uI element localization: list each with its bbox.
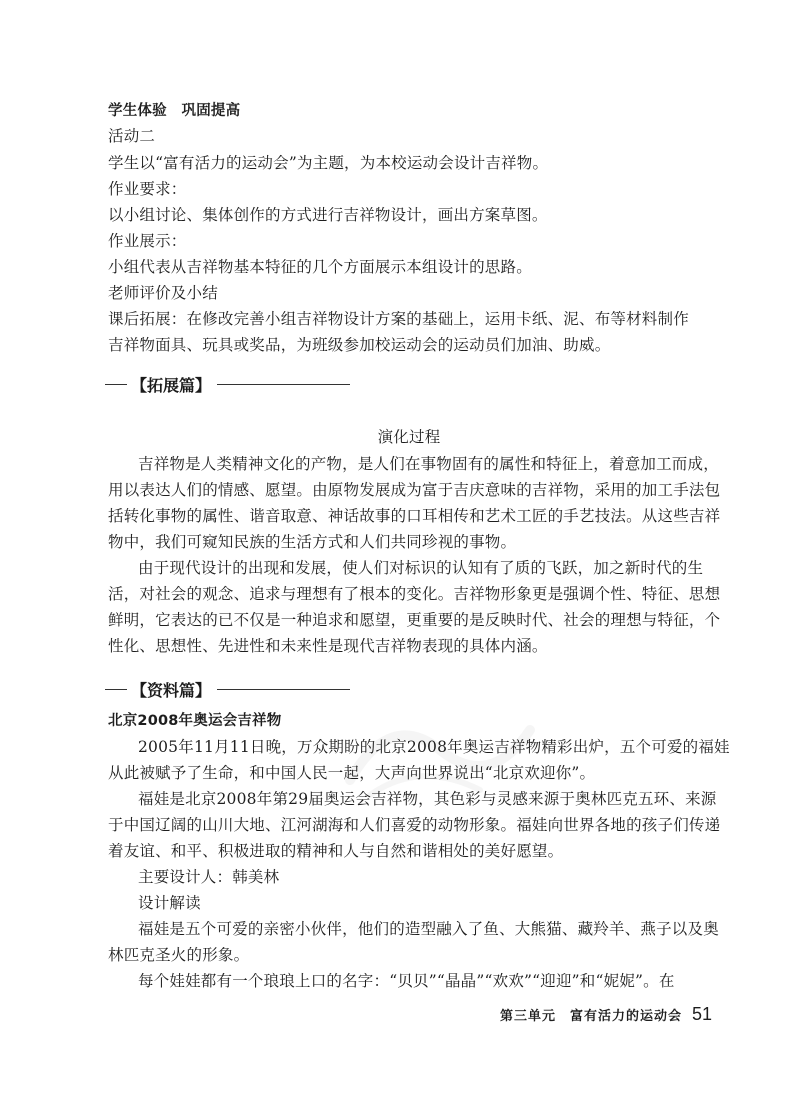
paragraph-line: 括转化事物的属性、谐音取意、神话故事的口耳相传和艺术工匠的手艺技法。从这些吉祥 [108,507,721,525]
paragraph-line: 林匹克圣火的形象。 [108,946,250,964]
page-footer [500,1004,712,1025]
paragraph-line: 福娃是五个可爱的亲密小伙伴，他们的造型融入了鱼、大熊猫、藏羚羊、燕子以及奥 [138,920,719,938]
designer-line: 主要设计人：韩美林 [138,868,280,886]
header-rule-right [217,689,350,690]
paragraph-line: 2005年11月11日晚，万众期盼的北京2008年奥运吉祥物精彩出炉，五个可爱的福娃 [138,738,730,756]
paragraph-line: 鲜明，它表达的已不仅是一种追求和愿望，更重要的是反映时代、社会的理想与特征，个 [108,611,721,629]
activity-label: 活动二 [108,127,156,145]
show-text: 小组代表从吉祥物基本特征的几个方面展示本组设计的思路。 [108,258,532,276]
paragraph-line: 活，对社会的观念、追求与理想有了根本的变化。吉祥物形象更是强调个性、特征、思想 [108,585,721,603]
paragraph-line: 福娃是北京2008年第29届奥运会吉祥物，其色彩与灵感来源于奥林匹克五环、来源 [138,790,717,808]
task-text: 学生以“富有活力的运动会”为主题，为本校运动会设计吉祥物。 [108,154,549,172]
evaluation-label: 老师评价及小结 [108,284,218,302]
section-title-material: 【资料篇】 [131,680,212,700]
extension-line: 吉祥物面具、玩具或奖品，为班级参加校运动会的运动员们加油、助威。 [108,336,611,354]
paragraph-line: 吉祥物是人类精神文化的产物，是人们在事物固有的属性和特征上，着意加工而成， [138,455,719,473]
paragraph-line: 用以表达人们的情感、愿望。由原物发展成为富于吉庆意味的吉祥物，采用的加工手法包 [108,481,721,499]
requirement-text: 以小组讨论、集体创作的方式进行吉祥物设计，画出方案草图。 [108,206,548,224]
paragraph-line: 每个娃娃都有一个琅琅上口的名字：“贝贝”“晶晶”“欢欢”“迎迎”和“妮妮”。在 [138,972,675,990]
section-title-expand: 【拓展篇】 [131,375,212,395]
paragraph-line: 性化、思想性、先进性和未来性是现代吉祥物表现的具体内涵。 [108,637,548,655]
paragraph-line: 着友谊、和平、积极进取的精神和人与自然和谐相处的美好愿望。 [108,842,564,860]
requirement-label: 作业要求： [108,180,187,198]
article-title-evolution: 演化过程 [377,428,441,446]
article-title-mascot: 北京2008年奥运会吉祥物 [108,713,282,729]
header-rule-left [105,689,127,690]
header-rule-left [105,384,127,385]
section-header-expand [105,371,350,397]
paragraph-line: 物中，我们可窥知民族的生活方式和人们共同珍视的事物。 [108,533,517,551]
unit-title: 第三单元 富有活力的运动会 [499,1009,682,1024]
extension-line: 课后拓展：在修改完善小组吉祥物设计方案的基础上，运用卡纸、泥、布等材料制作 [108,310,689,328]
interpretation-label: 设计解读 [138,894,201,912]
paragraph-line: 于中国辽阔的山川大地、江河湖海和人们喜爱的动物形象。福娃向世界各地的孩子们传递 [108,816,721,834]
header-rule-right [217,384,350,385]
page-number: 51 [691,1004,712,1024]
section-header-material [105,676,350,702]
paragraph-line: 从此被赋予了生命，和中国人民一起，大声向世界说出“北京欢迎你”。 [108,764,596,782]
practice-heading: 学生体验 巩固提高 [108,103,241,119]
paragraph-line: 由于现代设计的出现和发展，使人们对标识的认知有了质的飞跃，加之新时代的生 [138,559,704,577]
show-label: 作业展示： [108,232,187,250]
